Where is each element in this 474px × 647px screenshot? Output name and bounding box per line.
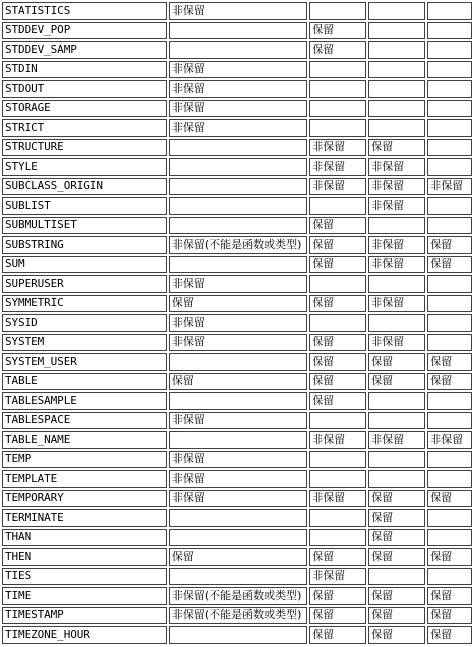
sql-2011-cell: 保留 [309,587,366,605]
postgresql-cell: 非保留 [169,490,307,508]
keyword-cell: TABLESAMPLE [2,392,167,410]
sql-92-cell: 非保留 [427,431,472,449]
sql-2008-cell: 保留 [368,139,425,157]
sql-92-cell [427,80,472,98]
sql-92-cell [427,100,472,118]
sql-2008-cell: 非保留 [368,158,425,176]
sql-2011-cell: 保留 [309,22,366,40]
table-row [2,41,472,59]
keyword-cell: TABLE [2,373,167,391]
table-row [2,295,472,313]
keyword-cell: STRICT [2,119,167,137]
keyword-cell: STDIN [2,61,167,79]
table-row [2,119,472,137]
table-row [2,2,472,20]
postgresql-cell [169,41,307,59]
sql-2008-cell: 保留 [368,490,425,508]
table-row [2,353,472,371]
keyword-cell: STORAGE [2,100,167,118]
keyword-cell: TEMPLATE [2,470,167,488]
sql-2011-cell [309,2,366,20]
sql-2008-cell: 保留 [368,587,425,605]
postgresql-cell: 非保留 [169,314,307,332]
postgresql-cell: 非保留 [169,80,307,98]
postgresql-cell: 保留 [169,373,307,391]
sql-2008-cell: 保留 [368,529,425,547]
table-row [2,236,472,254]
sql-2011-cell: 非保留 [309,490,366,508]
sql-92-cell: 保留 [427,626,472,644]
postgresql-cell: 非保留 [169,100,307,118]
sql-2008-cell: 保留 [368,548,425,566]
postgresql-cell: 非保留 [169,470,307,488]
sql-92-cell [427,275,472,293]
table-row [2,61,472,79]
table-row [2,178,472,196]
table-row [2,80,472,98]
table-row [2,470,472,488]
keyword-cell: TIMESTAMP [2,607,167,625]
keyword-cell: SYSTEM_USER [2,353,167,371]
sql-2011-cell [309,451,366,469]
sql-92-cell: 保留 [427,587,472,605]
sql-2011-cell [309,470,366,488]
sql-2008-cell [368,80,425,98]
table-row [2,22,472,40]
sql-92-cell [427,158,472,176]
sql-2008-cell: 非保留 [368,236,425,254]
sql-2008-cell [368,61,425,79]
sql-2011-cell [309,529,366,547]
sql-2011-cell [309,61,366,79]
sql-92-cell [427,139,472,157]
sql-2011-cell [309,80,366,98]
keyword-cell: TABLE_NAME [2,431,167,449]
sql-2011-cell: 保留 [309,626,366,644]
keyword-cell: THAN [2,529,167,547]
postgresql-cell [169,392,307,410]
keyword-cell: TEMP [2,451,167,469]
sql-2011-cell: 保留 [309,236,366,254]
table-row [2,197,472,215]
table-row [2,509,472,527]
sql-2011-cell [309,275,366,293]
postgresql-cell: 非保留 [169,2,307,20]
postgresql-cell: 非保留 [169,61,307,79]
sql-2008-cell [368,22,425,40]
keyword-cell: TIES [2,568,167,586]
sql-2008-cell: 保留 [368,607,425,625]
sql-2008-cell [368,568,425,586]
sql-2008-cell [368,41,425,59]
keyword-cell: STYLE [2,158,167,176]
sql-2011-cell: 保留 [309,373,366,391]
sql-2008-cell [368,275,425,293]
sql-2011-cell: 保留 [309,256,366,274]
keyword-cell: TIME [2,587,167,605]
sql-2011-cell: 非保留 [309,178,366,196]
sql-92-cell [427,41,472,59]
table-row [2,451,472,469]
sql-92-cell [427,451,472,469]
keyword-cell: SUBCLASS_ORIGIN [2,178,167,196]
postgresql-cell: 保留 [169,295,307,313]
sql-92-cell [427,61,472,79]
keyword-cell: STDDEV_POP [2,22,167,40]
keyword-cell: STDDEV_SAMP [2,41,167,59]
table-row [2,334,472,352]
sql-2011-cell: 保留 [309,392,366,410]
sql-92-cell: 保留 [427,607,472,625]
postgresql-cell [169,626,307,644]
sql-2011-cell [309,412,366,430]
postgresql-cell: 非保留 [169,334,307,352]
sql-92-cell: 保留 [427,353,472,371]
keyword-cell: SUM [2,256,167,274]
keyword-table-body [2,2,472,644]
sql-2008-cell [368,451,425,469]
sql-2011-cell: 非保留 [309,431,366,449]
sql-2008-cell [368,2,425,20]
postgresql-cell [169,158,307,176]
sql-2011-cell: 保留 [309,295,366,313]
sql-2008-cell [368,217,425,235]
table-row [2,256,472,274]
keyword-cell: SYMMETRIC [2,295,167,313]
sql-92-cell [427,295,472,313]
sql-92-cell [427,119,472,137]
sql-2008-cell [368,314,425,332]
sql-2011-cell: 保留 [309,548,366,566]
sql-2008-cell: 保留 [368,353,425,371]
sql-92-cell [427,314,472,332]
sql-92-cell [427,392,472,410]
sql-2011-cell [309,197,366,215]
keyword-cell: STATISTICS [2,2,167,20]
postgresql-cell: 非保留 [169,451,307,469]
sql-2008-cell: 保留 [368,626,425,644]
keyword-cell: STDOUT [2,80,167,98]
sql-2008-cell: 保留 [368,509,425,527]
sql-92-cell [427,568,472,586]
sql-2008-cell [368,392,425,410]
sql-92-cell [427,334,472,352]
sql-2011-cell: 保留 [309,334,366,352]
postgresql-cell: 非保留(不能是函数或类型) [169,587,307,605]
sql-2011-cell [309,314,366,332]
postgresql-cell [169,529,307,547]
sql-92-cell [427,2,472,20]
postgresql-cell: 保留 [169,548,307,566]
sql-92-cell: 非保留 [427,178,472,196]
sql-92-cell: 保留 [427,548,472,566]
table-row [2,392,472,410]
sql-2008-cell: 非保留 [368,256,425,274]
sql-92-cell [427,412,472,430]
sql-2008-cell [368,119,425,137]
table-row [2,275,472,293]
keyword-cell: SUBLIST [2,197,167,215]
sql-2011-cell [309,509,366,527]
table-row [2,412,472,430]
sql-2011-cell [309,100,366,118]
keyword-cell: SUBSTRING [2,236,167,254]
sql-2008-cell: 保留 [368,373,425,391]
table-row [2,431,472,449]
sql-2011-cell: 保留 [309,607,366,625]
sql-92-cell [427,217,472,235]
table-row [2,529,472,547]
table-row [2,217,472,235]
sql-92-cell [427,470,472,488]
postgresql-cell: 非保留 [169,275,307,293]
table-row [2,158,472,176]
sql-92-cell [427,509,472,527]
table-row [2,373,472,391]
keyword-cell: SYSTEM [2,334,167,352]
sql-92-cell [427,197,472,215]
sql-92-cell [427,22,472,40]
sql-92-cell: 保留 [427,236,472,254]
sql-2008-cell: 非保留 [368,178,425,196]
postgresql-cell [169,139,307,157]
postgresql-cell [169,178,307,196]
table-row [2,100,472,118]
postgresql-cell [169,197,307,215]
postgresql-cell: 非保留(不能是函数或类型) [169,236,307,254]
table-row [2,139,472,157]
keyword-cell: TEMPORARY [2,490,167,508]
keyword-cell: SYSID [2,314,167,332]
sql-2011-cell: 非保留 [309,158,366,176]
keyword-cell: THEN [2,548,167,566]
sql-92-cell: 保留 [427,373,472,391]
sql-2008-cell [368,470,425,488]
sql-92-cell [427,529,472,547]
sql-2011-cell: 非保留 [309,568,366,586]
postgresql-cell: 非保留(不能是函数或类型) [169,607,307,625]
postgresql-cell [169,509,307,527]
sql-2011-cell: 非保留 [309,139,366,157]
sql-2011-cell: 保留 [309,353,366,371]
sql-92-cell: 保留 [427,256,472,274]
sql-2008-cell [368,100,425,118]
table-row [2,587,472,605]
keyword-cell: TIMEZONE_HOUR [2,626,167,644]
sql-2008-cell: 非保留 [368,334,425,352]
table-row [2,314,472,332]
sql-2008-cell: 非保留 [368,431,425,449]
sql-2008-cell [368,412,425,430]
postgresql-cell [169,431,307,449]
postgresql-cell [169,353,307,371]
sql-2008-cell: 非保留 [368,295,425,313]
table-row [2,490,472,508]
sql-2011-cell [309,119,366,137]
postgresql-cell [169,256,307,274]
keyword-cell: STRUCTURE [2,139,167,157]
sql-92-cell: 保留 [427,490,472,508]
sql-2008-cell: 非保留 [368,197,425,215]
table-row [2,607,472,625]
postgresql-cell: 非保留 [169,412,307,430]
postgresql-cell: 非保留 [169,119,307,137]
sql-2011-cell: 保留 [309,217,366,235]
table-row [2,548,472,566]
keyword-cell: TERMINATE [2,509,167,527]
table-row [2,626,472,644]
table-row [2,568,472,586]
postgresql-cell [169,568,307,586]
postgresql-cell [169,217,307,235]
keyword-cell: SUBMULTISET [2,217,167,235]
sql-2011-cell: 保留 [309,41,366,59]
postgresql-cell [169,22,307,40]
keyword-cell: TABLESPACE [2,412,167,430]
keyword-cell: SUPERUSER [2,275,167,293]
